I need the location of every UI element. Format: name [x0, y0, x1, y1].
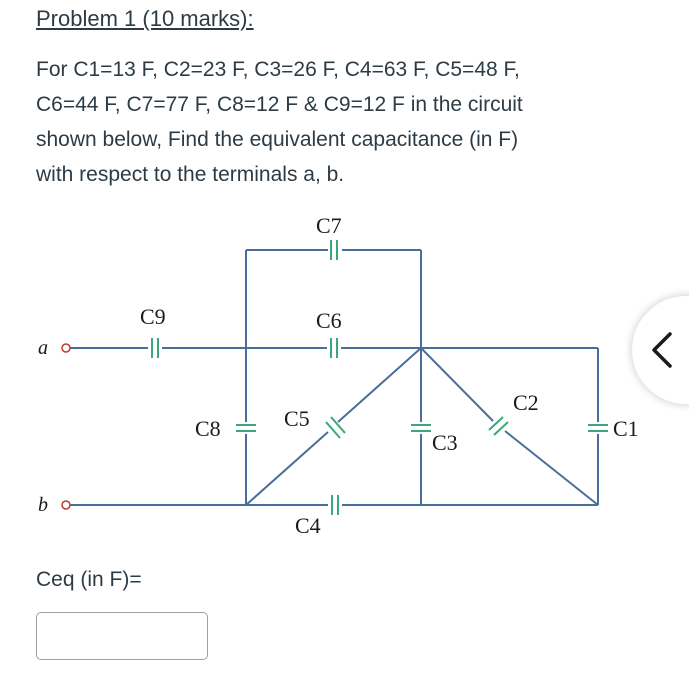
capacitor-c9 — [152, 338, 158, 358]
label-c6: C6 — [316, 308, 342, 333]
terminal-a-label: a — [38, 337, 48, 359]
problem-line: with respect to the terminals a, b. — [36, 163, 345, 186]
capacitor-c4 — [332, 495, 338, 515]
ceq-answer-input[interactable] — [36, 612, 208, 660]
label-c3: C3 — [432, 430, 458, 455]
terminals — [62, 344, 70, 509]
capacitor-c6 — [331, 338, 337, 358]
problem-line: C6=44 F, C7=77 F, C8=12 F & C9=12 F in the circuit — [36, 93, 523, 116]
circuit-diagram — [0, 200, 689, 560]
label-c4: C4 — [295, 513, 321, 538]
chevron-left-icon — [646, 330, 676, 370]
capacitor-c1 — [588, 425, 608, 431]
label-c7: C7 — [316, 213, 342, 238]
problem-line: For C1=13 F, C2=23 F, C3=26 F, C4=63 F, C5=48 F, — [36, 58, 520, 81]
capacitor-c3 — [411, 425, 431, 431]
label-c1: C1 — [613, 416, 639, 441]
capacitor-c5 — [326, 417, 345, 438]
ceq-label: Ceq (in F)= — [36, 568, 142, 591]
problem-title: Problem 1 (10 marks): — [36, 6, 254, 31]
label-c8: C8 — [195, 416, 221, 441]
terminal-b-label: b — [38, 494, 48, 516]
label-c5: C5 — [284, 406, 310, 431]
capacitors — [152, 240, 608, 515]
capacitor-c8 — [236, 425, 256, 431]
capacitor-c7 — [331, 240, 337, 260]
label-c9: C9 — [140, 304, 166, 329]
terminal-b-node — [62, 501, 70, 509]
label-c2: C2 — [513, 390, 539, 415]
terminal-a-node — [62, 344, 70, 352]
wires — [70, 250, 598, 505]
problem-statement — [36, 52, 636, 192]
problem-line: shown below, Find the equivalent capacitance (in F) — [36, 128, 519, 151]
